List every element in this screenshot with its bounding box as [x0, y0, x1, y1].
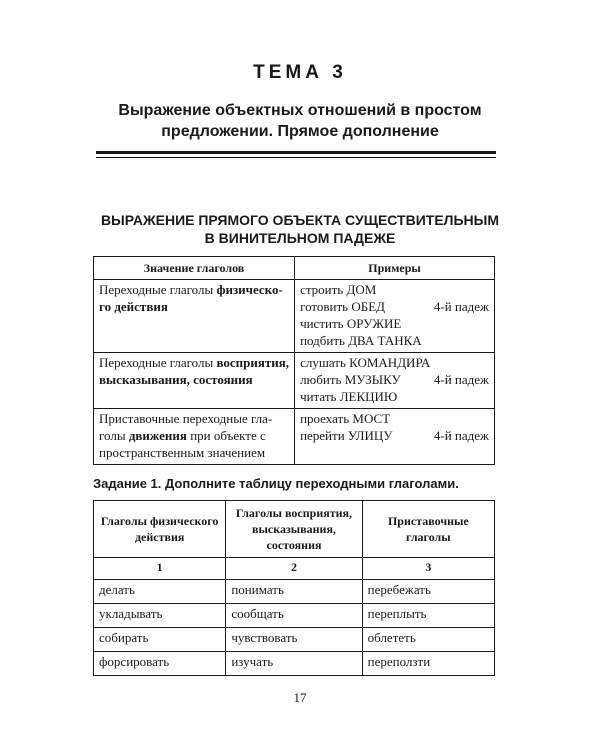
column-header-perception: Глаголы восприятия, высказывания, состояния — [226, 501, 362, 558]
table-row — [94, 280, 495, 353]
task-table — [93, 500, 495, 676]
table-cell: укладывать — [94, 604, 226, 628]
meaning-cell: Переходные глаголы физическо- го действия — [94, 280, 295, 353]
case-label: 4-й падеж — [433, 299, 489, 314]
table-cell: сообщать — [226, 604, 362, 628]
table-row — [94, 580, 495, 604]
table-cell: форсировать — [94, 652, 226, 676]
column-number: 1 — [94, 558, 226, 580]
case-label: 4-й падеж — [433, 428, 489, 443]
example-item: строить ДОМ — [300, 282, 377, 297]
example-item: слушать КОМАНДИРА — [300, 355, 431, 370]
examples-cell — [295, 409, 495, 465]
column-header-meaning: Значение глаголов — [94, 257, 295, 280]
examples-cell — [295, 353, 495, 409]
column-number: 3 — [362, 558, 494, 580]
table-row — [94, 652, 495, 676]
example-item: чистить ОРУЖИЕ — [300, 316, 402, 331]
table-header-row — [94, 501, 495, 558]
meaning-cell: Переходные глаголы восприятия, высказывания, состояния — [94, 353, 295, 409]
table-row — [94, 409, 495, 465]
table-cell: понимать — [226, 580, 362, 604]
verb-meaning-table — [93, 256, 495, 465]
table-cell: переплыть — [362, 604, 494, 628]
page-topic-title: ТЕМА 3 — [253, 62, 347, 83]
task-instruction: Задание 1. Дополните таблицу переходными глаголами. — [93, 476, 459, 491]
table-row — [94, 353, 495, 409]
table-cell: собирать — [94, 628, 226, 652]
subtitle-line: Выражение объектных отношений в простом — [118, 102, 482, 119]
page-number: 17 — [293, 690, 307, 705]
table-cell: перебежать — [362, 580, 494, 604]
column-number-row — [94, 558, 495, 580]
divider-thin — [96, 157, 496, 158]
example-item: любить МУЗЫКУ — [300, 372, 401, 387]
table-cell: изучать — [226, 652, 362, 676]
section-heading — [60, 211, 540, 247]
table-cell: чувствовать — [226, 628, 362, 652]
examples-cell — [295, 280, 495, 353]
column-header-physical: Глаголы физического действия — [94, 501, 226, 558]
column-header-examples: Примеры — [295, 257, 495, 280]
example-item: читать ЛЕКЦИЮ — [300, 389, 398, 404]
table-row — [94, 628, 495, 652]
section-heading-line: В ВИНИТЕЛЬНОМ ПАДЕЖЕ — [204, 230, 396, 246]
meaning-cell: Приставочные переходные гла- голы движения при объекте с пространственным значением — [94, 409, 295, 465]
page-subtitle — [0, 100, 600, 142]
example-item: подбить ДВА ТАНКА — [300, 333, 422, 348]
section-heading-line: ВЫРАЖЕНИЕ ПРЯМОГО ОБЪЕКТА СУЩЕСТВИТЕЛЬНЫМ — [100, 212, 500, 228]
table-header-row — [94, 257, 495, 280]
divider-thick — [96, 151, 496, 154]
table-cell: облететь — [362, 628, 494, 652]
case-label: 4-й падеж — [433, 372, 489, 387]
column-header-prefixed: Приставочные глаголы — [362, 501, 494, 558]
table-cell: делать — [94, 580, 226, 604]
table-row — [94, 604, 495, 628]
table-cell: переползти — [362, 652, 494, 676]
example-item: готовить ОБЕД — [300, 299, 386, 314]
example-item: перейти УЛИЦУ — [300, 428, 393, 443]
subtitle-line: предложении. Прямое дополнение — [161, 123, 439, 140]
example-item: проехать МОСТ — [300, 411, 391, 426]
column-number: 2 — [226, 558, 362, 580]
